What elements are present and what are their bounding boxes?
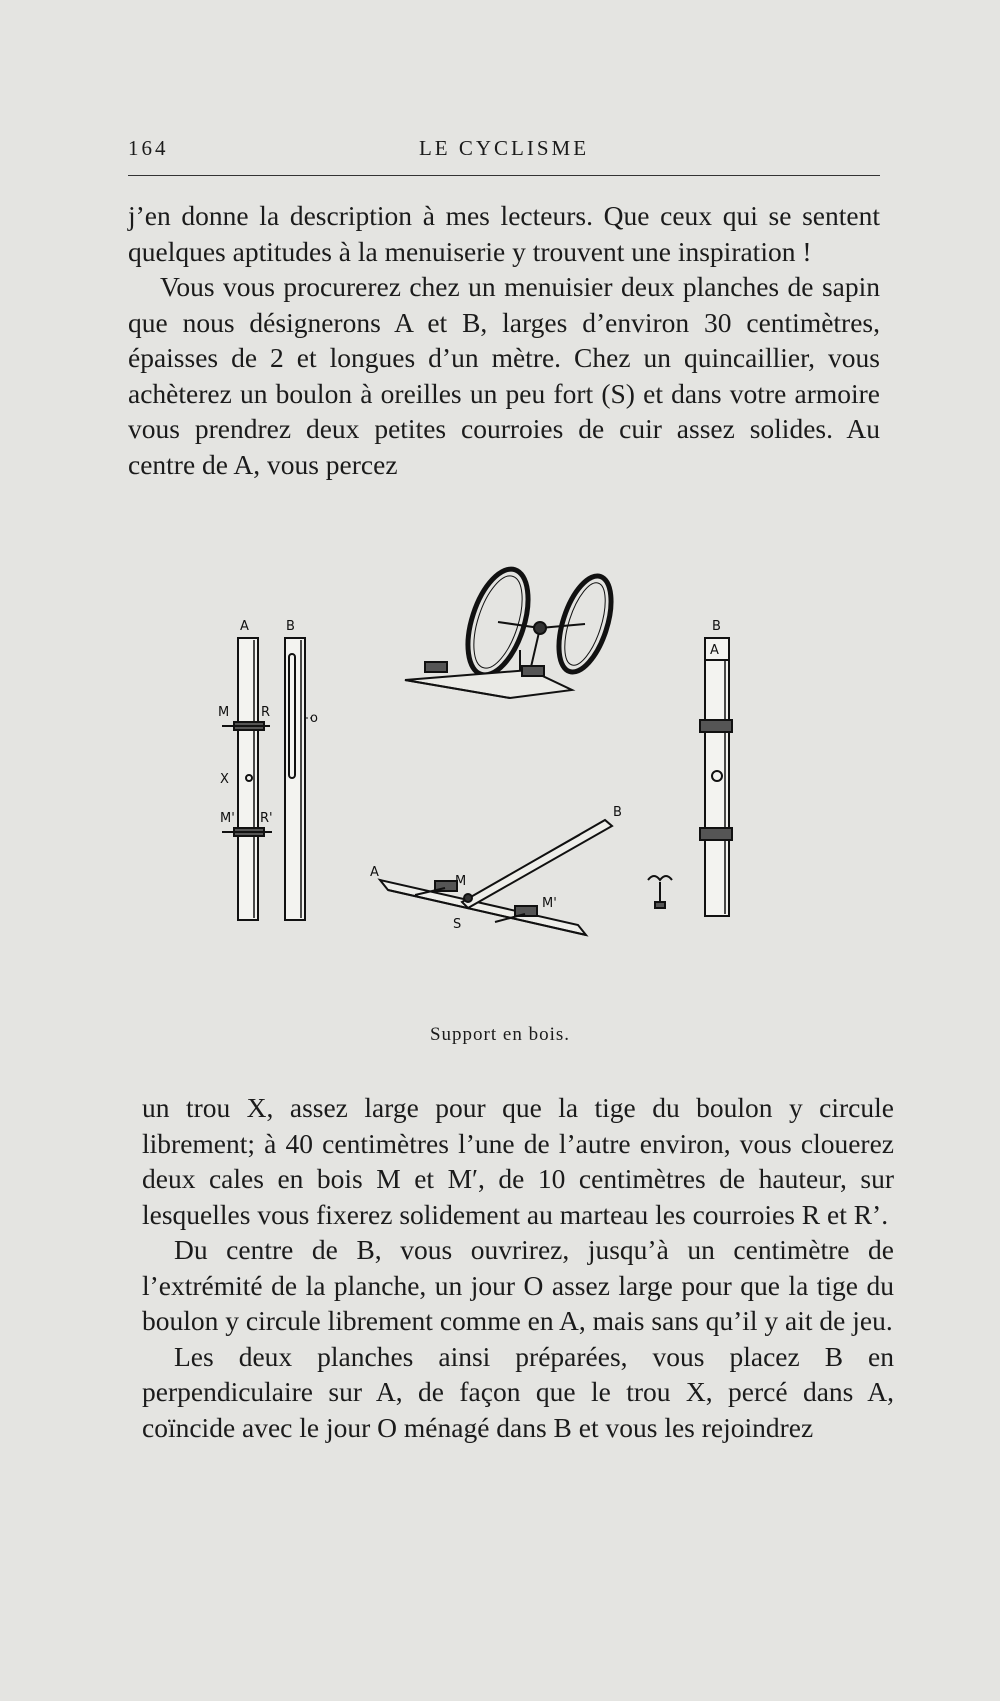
- header-rule: [128, 175, 880, 176]
- label-r-prime: R': [260, 811, 273, 826]
- paragraph: Les deux planches ainsi préparées, vous placez B en perpendiculaire sur A, de façon que le trou X, percé dans A, coïncide avec le jour O ménagé dans B et vous les rejoindrez: [142, 1340, 894, 1443]
- upright-plank-view: [700, 638, 732, 916]
- label-m-prime-assembled: M': [542, 896, 557, 911]
- label-m-prime: M': [220, 811, 235, 826]
- label-a-upright: A: [710, 643, 719, 658]
- figure-caption: Support en bois.: [429, 1024, 571, 1045]
- label-b-upright: B: [712, 619, 721, 634]
- paragraph: Du centre de B, vous ouvrirez, jusqu’à un centimètre de l’extrémité de la planche, un jour O assez large pour que la tige du boulon y circule librement comme en A, mais sans qu’il y ait de jeu.: [142, 1234, 894, 1336]
- paragraph: j’en donne la description à mes lecteurs. Que ceux qui se sentent quelques aptitudes à la menuiserie y trouvent une inspiration !: [128, 200, 880, 267]
- figure-wooden-support: [200, 550, 820, 990]
- planks-assembled-view: [380, 820, 612, 935]
- paragraph: Vous vous procurerez chez un menuisier deux planches de sapin que nous désignerons A et B, larges d’environ 30 centimètres, épaisses de 2 et longues d’un mètre. Chez un quincaillier, vous achèterez un boulon à oreilles un peu fort (S) et dans votre armoire vous prendrez deux petites courroies de cuir assez solides. Au centre de A, vous percez: [128, 271, 880, 480]
- text-block-bottom: [142, 1090, 894, 1445]
- label-m: M: [218, 705, 230, 720]
- support-illustration: [200, 550, 820, 990]
- plank-a-front-view: [222, 638, 272, 920]
- plank-b-front-view: [285, 638, 314, 920]
- label-a-assembled: A: [370, 865, 379, 880]
- label-b: B: [286, 619, 295, 634]
- label-m-assembled: M: [455, 874, 467, 889]
- paragraph: un trou X, assez large pour que la tige du boulon y circule librement; à 40 centimètres l’une de l’autre environ, vous clouerez deux cales en bois M et M′, de 10 centimètres de hauteur, sur lesquelles vous fixerez solidement au marteau les courroies R et R’.: [142, 1092, 894, 1230]
- page-number: 164: [128, 136, 169, 160]
- label-o: o: [310, 711, 318, 726]
- running-title: LE CYCLISME: [418, 136, 590, 160]
- label-a: A: [240, 619, 249, 634]
- page-header: [128, 136, 880, 166]
- label-x: X: [220, 772, 229, 787]
- label-s: S: [453, 917, 462, 932]
- label-b-assembled: B: [613, 805, 622, 820]
- label-r: R: [261, 705, 271, 720]
- text-block-top: [128, 198, 880, 482]
- wing-bolt-icon: [648, 876, 672, 908]
- bicycle-on-stand: [405, 562, 621, 698]
